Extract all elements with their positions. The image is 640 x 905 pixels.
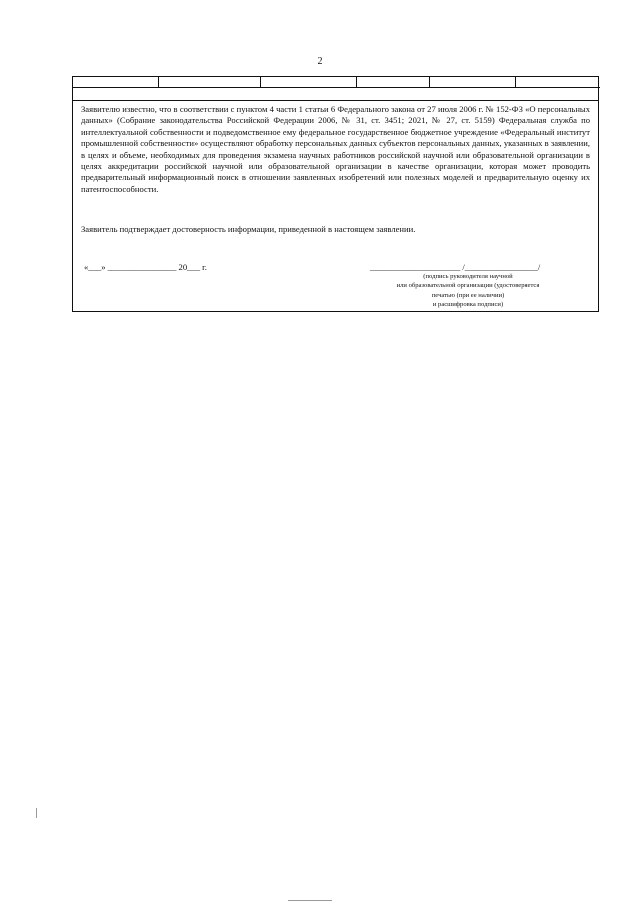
table-cell — [515, 77, 600, 88]
signature-caption-line: или образовательной организации (удостоверяется — [396, 282, 540, 290]
personal-data-consent-text: Заявителю известно, что в соответствии с пунктом 4 части 1 статьи 6 Федерального закона от 27 июля 2006 г. № 152-ФЗ «О персональных данных» (Собрание законодательства Российской Федерации 2006, № 31, ст. 3451; 2021, № 27, ст. 5159) Федеральная служба по интеллектуальной собственности и подведомственное ему федеральное государственное бюджетное учреждение «Федеральный институт промышленной собственности» осуществляют обработку персональных данных субъектов персональных данных, указанных в заявлении, в целях и объеме, необходимых для проведения экзамена научных работников российской научной или образовательной организации в целях аккредитации российской научной или образовательной организации в качестве организации, которая может проводить предварительный информационный поиск в отношении заявленных изобретений или полезных моделей и предварительную оценку их патентоспособности. — [81, 104, 590, 194]
section-divider — [73, 100, 598, 101]
table-cell — [356, 77, 429, 88]
date-field: «___» ________________ 20___ г. — [84, 262, 207, 272]
table-cell — [260, 77, 356, 88]
continuation-table — [73, 77, 600, 88]
scan-artifact-mark — [288, 900, 332, 901]
table-cell — [429, 77, 515, 88]
signature-caption-line: (подпись руководителя научной — [423, 273, 513, 280]
page-number: 2 — [317, 56, 323, 67]
application-form-frame — [72, 76, 599, 312]
signature-caption-line: печатью (при ее наличии) — [431, 291, 505, 299]
scan-artifact-mark — [36, 808, 37, 818]
confirmation-text: Заявитель подтверждает достоверность информации, приведенной в настоящем заявлении. — [81, 224, 416, 234]
signature-caption-line: и расшифровка подписи) — [432, 301, 504, 309]
signature-caption — [343, 272, 593, 310]
signature-field: _____________________ /_________________/ — [370, 262, 541, 272]
table-row — [73, 77, 600, 88]
table-cell — [158, 77, 260, 88]
table-cell — [73, 77, 158, 88]
